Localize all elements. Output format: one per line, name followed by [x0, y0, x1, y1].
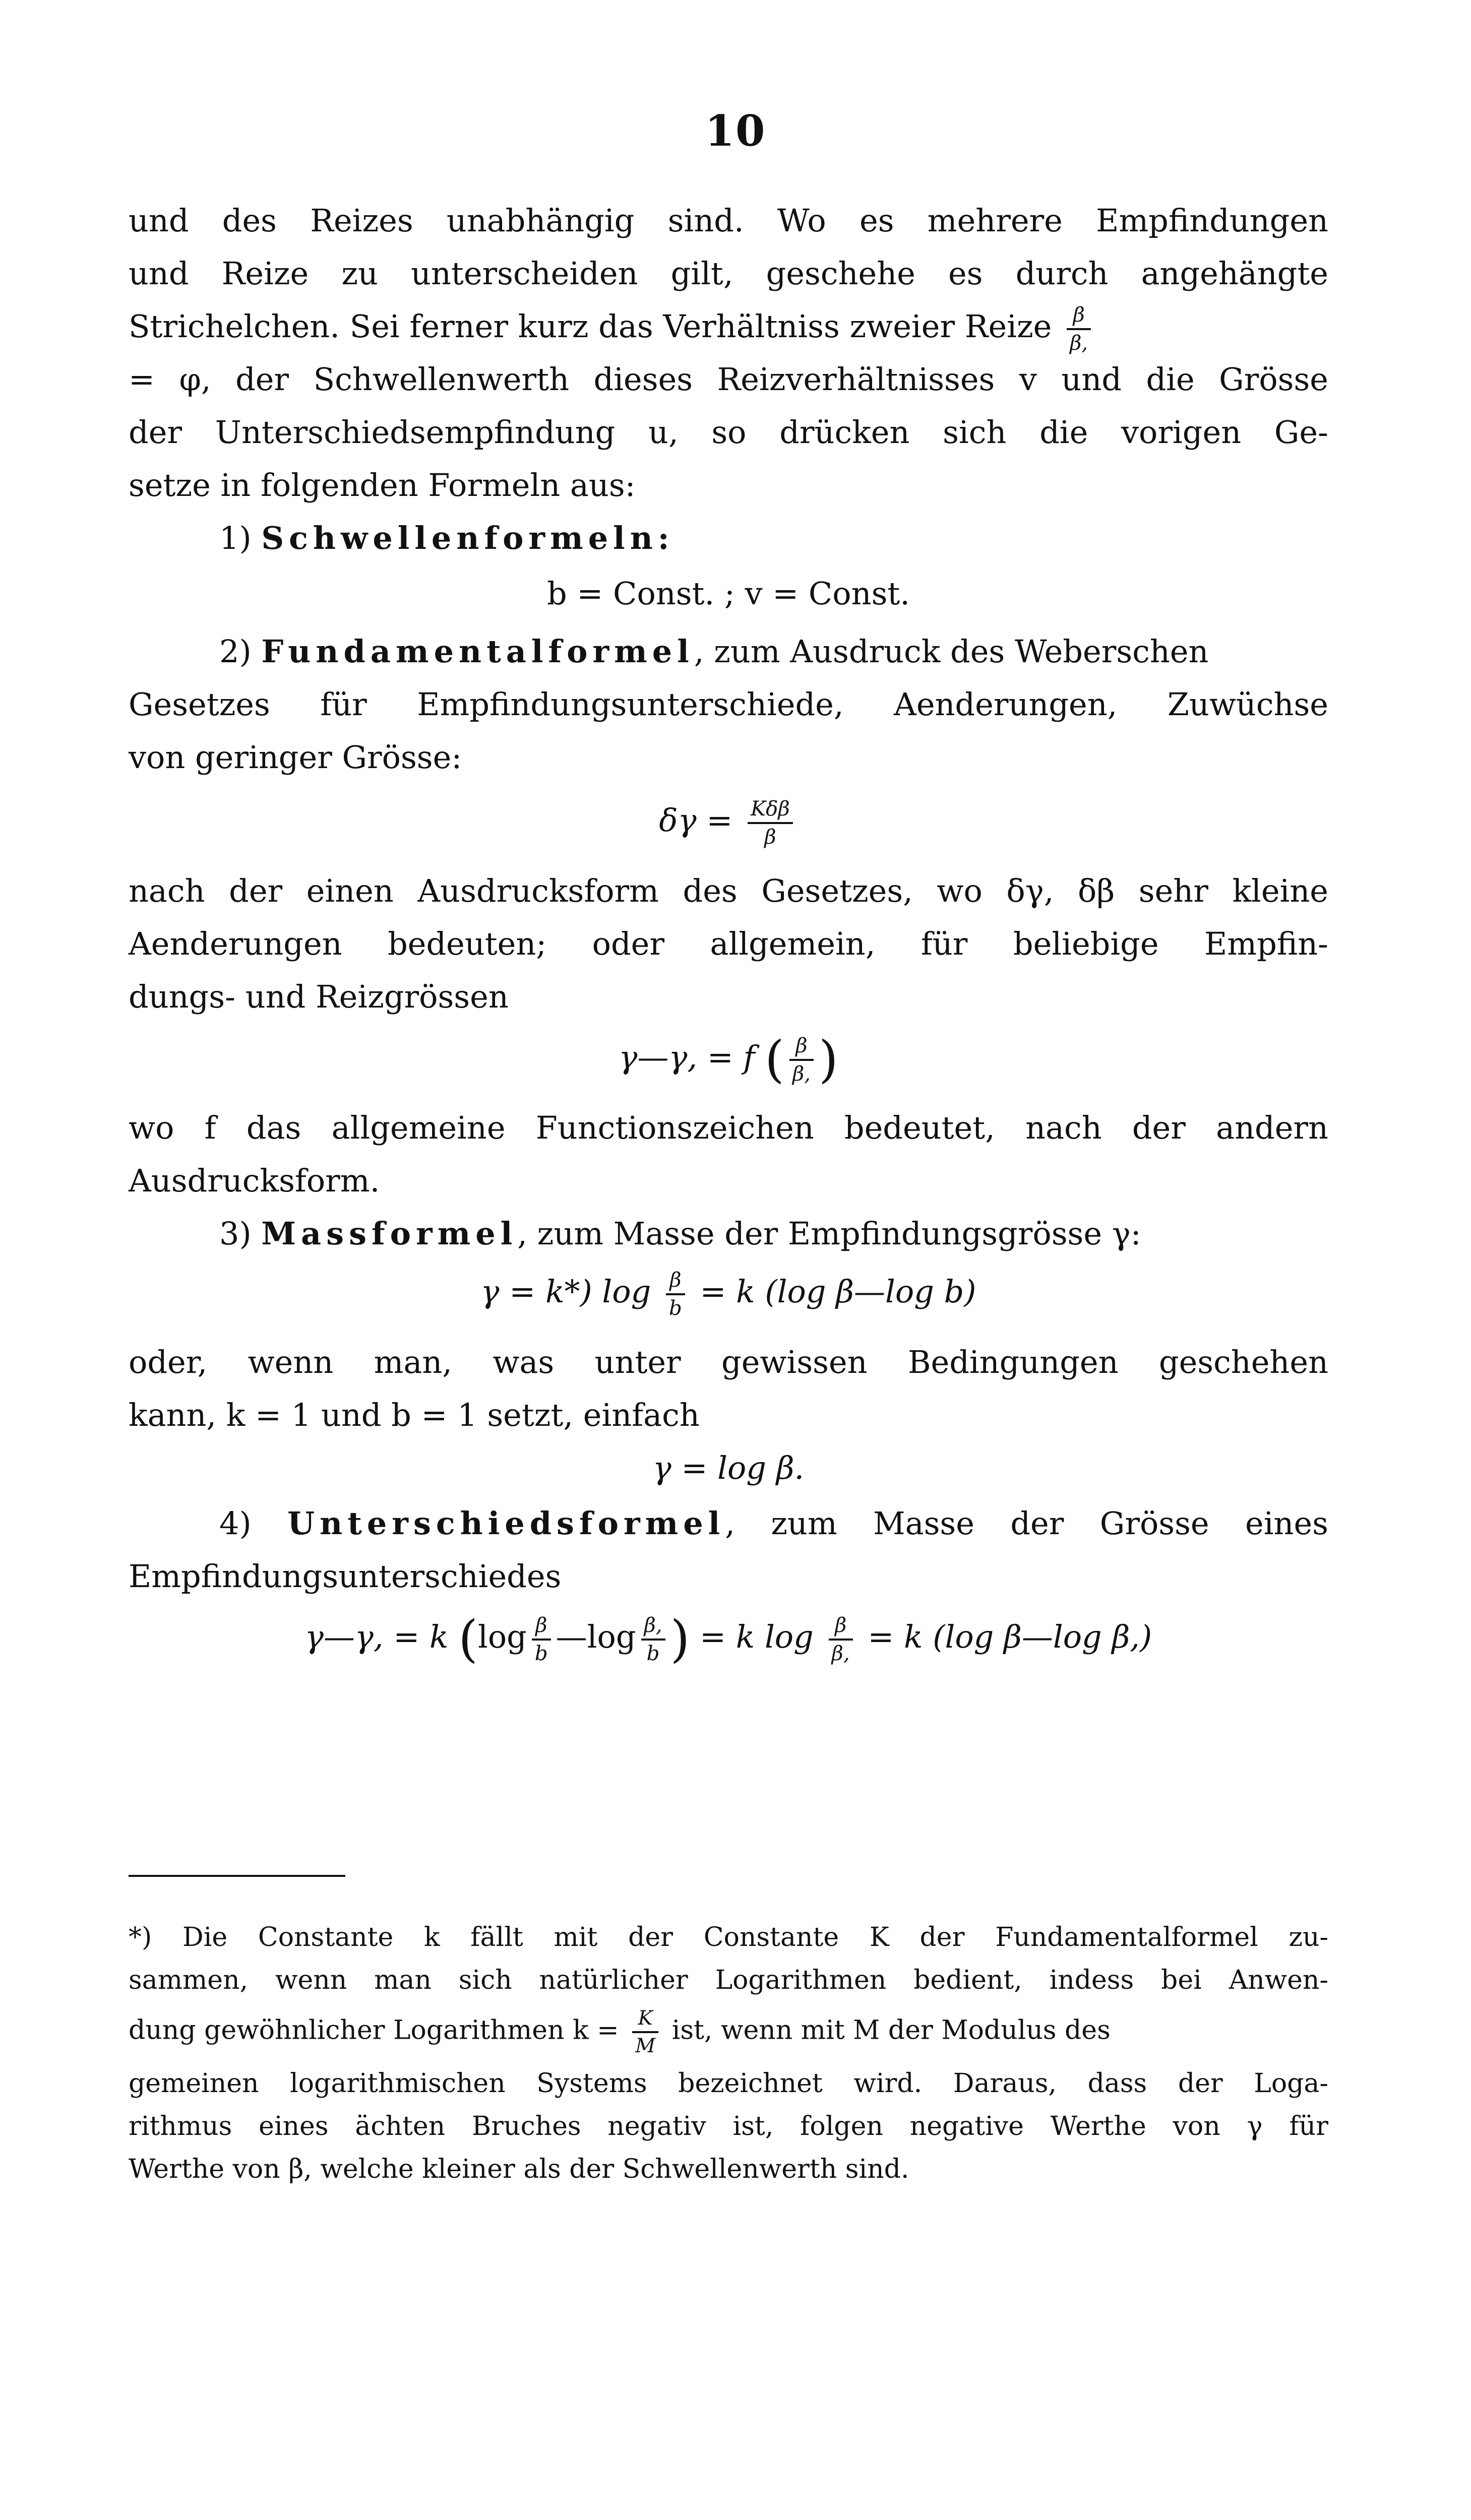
diff-right-paren: ) [670, 1610, 690, 1668]
difference-fraction-3 [829, 1615, 853, 1664]
footnote-line-2: sammen, wenn man sich natürlicher Logarithmen bedient, indess bei Anwen- [129, 1965, 1328, 1995]
section4-line-2: Empfindungsunterschiedes [129, 1558, 562, 1595]
footnote-line-3 [129, 2008, 1328, 2056]
difference-denominator-1: b [534, 1641, 548, 1665]
footnote-divider [129, 1875, 345, 1877]
general-fraction [789, 1033, 814, 1086]
difference-denominator-3: β, [831, 1641, 850, 1665]
section2-number: 2) [219, 633, 252, 670]
section1-heading [129, 514, 1328, 562]
general-denominator: β, [792, 1061, 811, 1086]
difference-log-1: log [478, 1618, 527, 1655]
footnote-line-1: *) Die Constante k fällt mit der Constante K der Fundamentalformel zu- [129, 1922, 1328, 1952]
difference-rhs: = k (log β—log β,) [868, 1618, 1152, 1655]
difference-formula [129, 1610, 1328, 1668]
body-line-1: und des Reizes unabhängig sind. Wo es mehrere Empfindungen [129, 202, 1328, 239]
footnote-numerator: K [632, 2008, 658, 2033]
ratio-fraction [1067, 302, 1091, 355]
section2-line-2: Gesetzes für Empfindungsunterschiede, Aenderungen, Zuwüchse [129, 686, 1328, 723]
section3-number: 3) [219, 1215, 252, 1252]
footnote-line-3-pre: dung gewöhnlicher Logarithmen k = [129, 2015, 619, 2046]
section1-number: 1) [219, 520, 252, 556]
mass-fraction [666, 1270, 685, 1319]
difference-eq: = k log [700, 1618, 814, 1655]
body-line-3-text: Strichelchen. Sei ferner kurz das Verhältniss zweier Reize [129, 308, 1052, 345]
difference-fraction-2 [641, 1615, 665, 1664]
body-line-3 [129, 302, 1328, 353]
footnote-line-4: gemeinen logarithmischen Systems bezeichnet wird. Daraus, dass der Loga- [129, 2068, 1328, 2099]
body-line-5: der Unterschiedsempfindung u, so drücken sich die vorigen Ge- [129, 414, 1328, 451]
page-number: 10 [705, 106, 766, 156]
section4-heading-text: , zum Masse der Grösse eines [725, 1505, 1328, 1542]
difference-numerator-1: β [532, 1615, 551, 1641]
section1-formula: b = Const. ; v = Const. [546, 575, 910, 612]
difference-log-2: —log [556, 1618, 636, 1655]
fundamental-numerator: Kδβ [748, 799, 793, 824]
section1-title: Schwellenformeln: [261, 520, 675, 556]
section2-after-1: nach der einen Ausdrucksform des Gesetzes, wo δγ, δβ sehr kleine [129, 872, 1328, 909]
section2-after-4: wo f das allgemeine Functionszeichen bedeutet, nach der andern [129, 1109, 1328, 1146]
general-formula-lhs: γ—γ, = f [619, 1039, 755, 1076]
section3-after-1: oder, wenn man, was unter gewissen Bedingungen geschehen [129, 1344, 1328, 1380]
simple-formula: γ = log β. [652, 1450, 805, 1486]
general-formula [129, 1030, 1328, 1089]
difference-numerator-3: β [829, 1615, 853, 1641]
section3-title: Massformel [261, 1215, 518, 1252]
section3-heading [129, 1210, 1328, 1258]
footnote-line-3-post: ist, wenn mit M der Modulus des [671, 2015, 1111, 2046]
footnote-line-5: rithmus eines ächten Bruches negativ ist, folgen negative Werthe von γ für [129, 2111, 1328, 2141]
fundamental-formula-lhs: δγ = [659, 802, 733, 839]
diff-left-paren: ( [458, 1610, 478, 1668]
body-line-2: und Reize zu unterscheiden gilt, geschehe es durch angehängte [129, 255, 1328, 292]
body-line-4: = φ, der Schwellenwerth dieses Reizverhältnisses v und die Grösse [129, 361, 1328, 398]
section2-after-3: dungs- und Reizgrössen [129, 978, 509, 1015]
section4-heading [129, 1499, 1328, 1548]
mass-formula [129, 1268, 1328, 1318]
right-paren: ) [818, 1030, 838, 1089]
left-paren: ( [765, 1030, 784, 1089]
section4-number: 4) [219, 1505, 252, 1542]
fundamental-denominator: β [764, 825, 776, 849]
ratio-numerator: β [1067, 305, 1091, 330]
footnote-fraction [632, 2008, 658, 2056]
section2-after-2: Aenderungen bedeuten; oder allgemein, für beliebige Empfin- [129, 925, 1328, 962]
fundamental-fraction [748, 796, 793, 849]
section2-title: Fundamentalformel [261, 633, 694, 670]
section2-heading [129, 627, 1328, 676]
section3-heading-text: , zum Masse der Empfindungsgrösse γ: [517, 1215, 1141, 1252]
mass-numerator: β [666, 1270, 685, 1295]
section3-after-2: kann, k = 1 und b = 1 setzt, einfach [129, 1397, 700, 1433]
difference-lhs: γ—γ, = k [304, 1618, 449, 1655]
section2-line-3: von geringer Grösse: [129, 739, 462, 776]
mass-formula-lhs: γ = k*) log [480, 1273, 651, 1310]
difference-numerator-2: β, [641, 1615, 665, 1641]
ratio-denominator: β, [1070, 331, 1088, 355]
section4-title: Unterschiedsformel [287, 1505, 725, 1542]
body-line-6: setze in folgenden Formeln aus: [129, 467, 636, 503]
difference-fraction-1 [532, 1615, 551, 1664]
mass-denominator: b [668, 1296, 682, 1320]
footnote-denominator: M [635, 2035, 656, 2057]
difference-denominator-2: b [646, 1641, 660, 1665]
fundamental-formula [129, 796, 1328, 847]
general-numerator: β [789, 1036, 814, 1061]
section2-heading-text: , zum Ausdruck des Weberschen [694, 633, 1209, 670]
mass-formula-rhs: = k (log β—log b) [700, 1273, 976, 1310]
section2-after-5: Ausdrucksform. [129, 1162, 380, 1199]
footnote-line-6: Werthe von β, welche kleiner als der Schwellenwerth sind. [129, 2154, 909, 2184]
